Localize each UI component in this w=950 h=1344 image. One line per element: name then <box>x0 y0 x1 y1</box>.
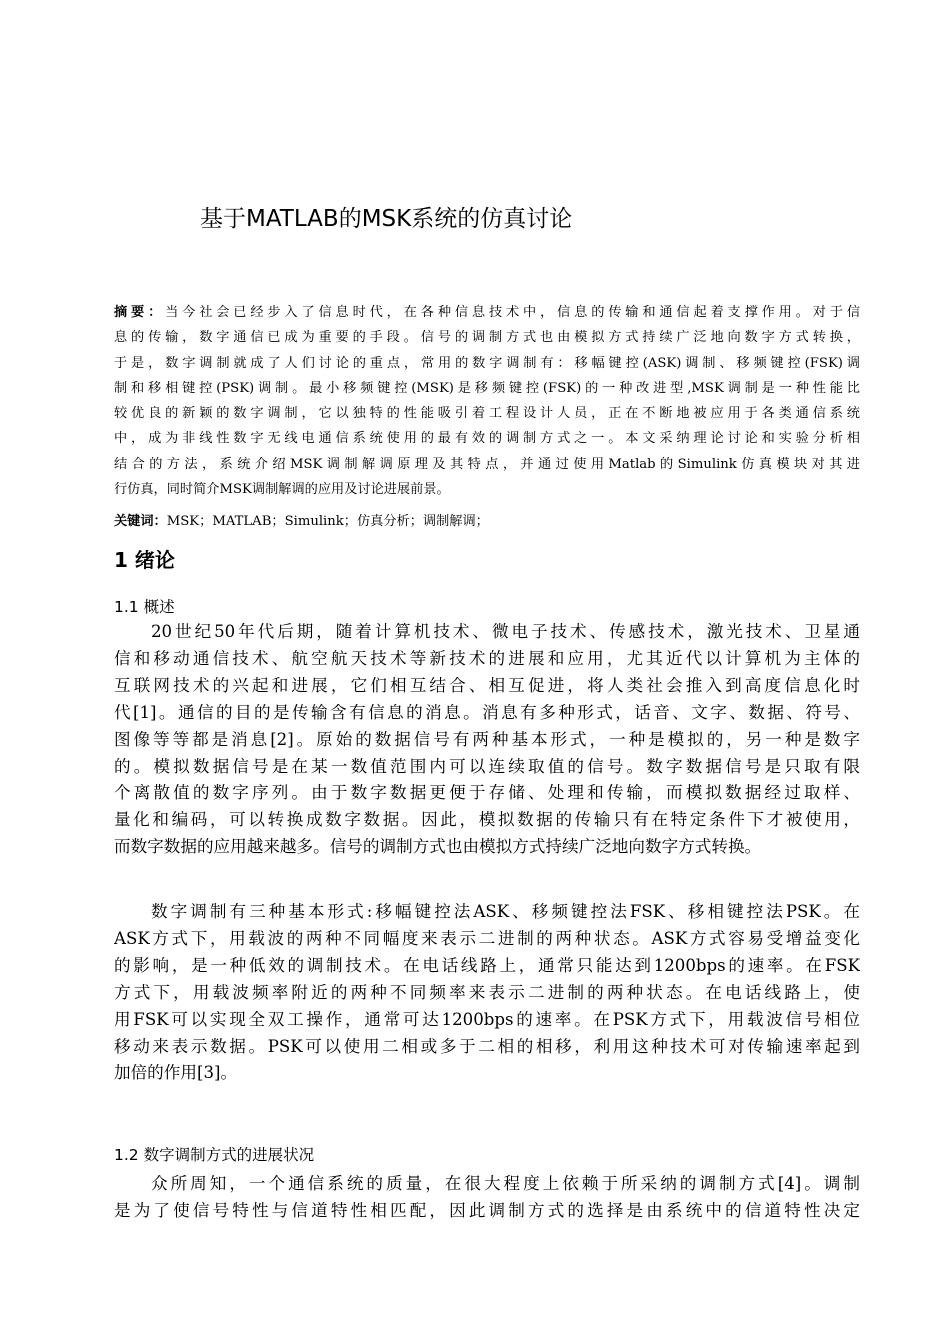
paragraph-line: 而数字数据的应用越来越多。信号的调制方式也由模拟方式持续广泛地向数字方式转换。 <box>114 837 762 857</box>
keywords-line <box>114 511 489 533</box>
paragraph-overview-1 <box>114 619 860 861</box>
abstract-line: 制和移相键控(PSK)调制。最小移频键控(MSK)是移频键控(FSK)的一种改进型,MSK调制是一种性能比 <box>114 380 860 396</box>
paragraph-overview-2 <box>114 899 860 1087</box>
paragraph-line: 互联网技术的兴起和进展，它们相互结合、相互促进，将人类社会推入到高度信息化时 <box>114 675 860 695</box>
paragraph-line: 加倍的作用[3]。 <box>114 1063 238 1083</box>
paragraph-line: 众所周知，一个通信系统的质量，在很大程度上依赖于所采纳的调制方式[4]。调制 <box>151 1174 860 1193</box>
keywords-label: 关键词： <box>114 514 167 529</box>
paragraph-line: 20世纪50年代后期，随着计算机技术、微电子技术、传感技术，激光技术、卫星通 <box>151 622 860 641</box>
paragraph-line: 信和移动通信技术、航空航天技术等新技术的进展和应用，尤其近代以计算机为主体的 <box>114 648 860 668</box>
abstract-line: 行仿真，同时简介MSK调制解调的应用及讨论进展前景。 <box>114 482 450 498</box>
abstract-line <box>114 300 860 325</box>
paragraph-line: 用FSK可以实现全双工操作，通常可达1200bps的速率。在PSK方式下，用载波信号相位 <box>114 1009 860 1029</box>
paragraph-line: 移动来表示数据。PSK可以使用二相或多于二相的相移，利用这种技术可对传输速率起到 <box>114 1036 860 1056</box>
paragraph-line: 数字调制有三种基本形式:移幅键控法ASK、移频键控法FSK、移相键控法PSK。在 <box>151 902 860 921</box>
section-heading-introduction: 1 绪论 <box>114 548 175 572</box>
subsection-heading-overview: 1.1 概述 <box>114 598 175 616</box>
abstract-block <box>114 300 860 502</box>
paragraph-line: 的。模拟数据信号是在某一数值范围内可以连续取值的信号。数字数据信号是只取有限 <box>114 756 860 776</box>
keywords-text: MSK；MATLAB；Simulink；仿真分析；调制解调； <box>166 514 489 529</box>
paragraph-line: 是为了使信号特性与信道特性相匹配，因此调制方式的选择是由系统中的信道特性决定 <box>114 1200 860 1220</box>
paragraph-line: 图像等等都是消息[2]。原始的数据信号有两种基本形式，一种是模拟的，另一种是数字 <box>114 729 860 749</box>
abstract-line-text: 当今社会已经步入了信息时代，在各种信息技术中，信息的传输和通信起着支撑作用。对于信 <box>165 305 861 320</box>
paragraph-modulation-status-1 <box>114 1171 860 1225</box>
subsection-heading-modulation-status: 1.2 数字调制方式的进展状况 <box>114 1146 315 1164</box>
paragraph-line: 的影响，是一种低效的调制技术。在电话线路上，通常只能达到1200bps的速率。在FSK <box>114 955 860 975</box>
abstract-line: 结合的方法，系统介绍MSK调制解调原理及其特点，并通过使用Matlab的Simulink仿真模块对其进 <box>114 456 860 472</box>
abstract-label: 摘要： <box>114 305 166 320</box>
paragraph-line: 方式下，用载波频率附近的两种不同频率来表示二进制的两种状态。在电话线路上，使 <box>114 982 860 1002</box>
abstract-line: 息的传输，数字通信已成为重要的手段。信号的调制方式也由模拟方式持续广泛地向数字方式转换， <box>114 330 860 346</box>
abstract-line: 于是，数字调制就成了人们讨论的重点，常用的数字调制有：移幅键控(ASK)调制、移频键控(FSK)调 <box>114 355 860 371</box>
paragraph-line: ASK方式下，用载波的两种不同幅度来表示二进制的两种状态。ASK方式容易受增益变化 <box>114 928 860 948</box>
paragraph-line: 代[1]。通信的目的是传输含有信息的消息。消息有多种形式，话音、文字、数据、符号、 <box>114 702 860 722</box>
paragraph-line: 量化和编码，可以转换成数字数据。因此，模拟数据的传输只有在特定条件下才被使用， <box>114 810 860 830</box>
paragraph-line: 个离散值的数字序列。由于数字数据更便于存储、处理和传输，而模拟数据经过取样、 <box>114 783 860 803</box>
abstract-line: 较优良的新颖的数字调制，它以独特的性能吸引着工程设计人员，正在不断地被应用于各类通信系统 <box>114 406 860 422</box>
abstract-line: 中，成为非线性数字无线电通信系统使用的最有效的调制方式之一。本文采纳理论讨论和实验分析相 <box>114 431 860 447</box>
document-title: 基于MATLAB的MSK系统的仿真讨论 <box>200 206 573 232</box>
